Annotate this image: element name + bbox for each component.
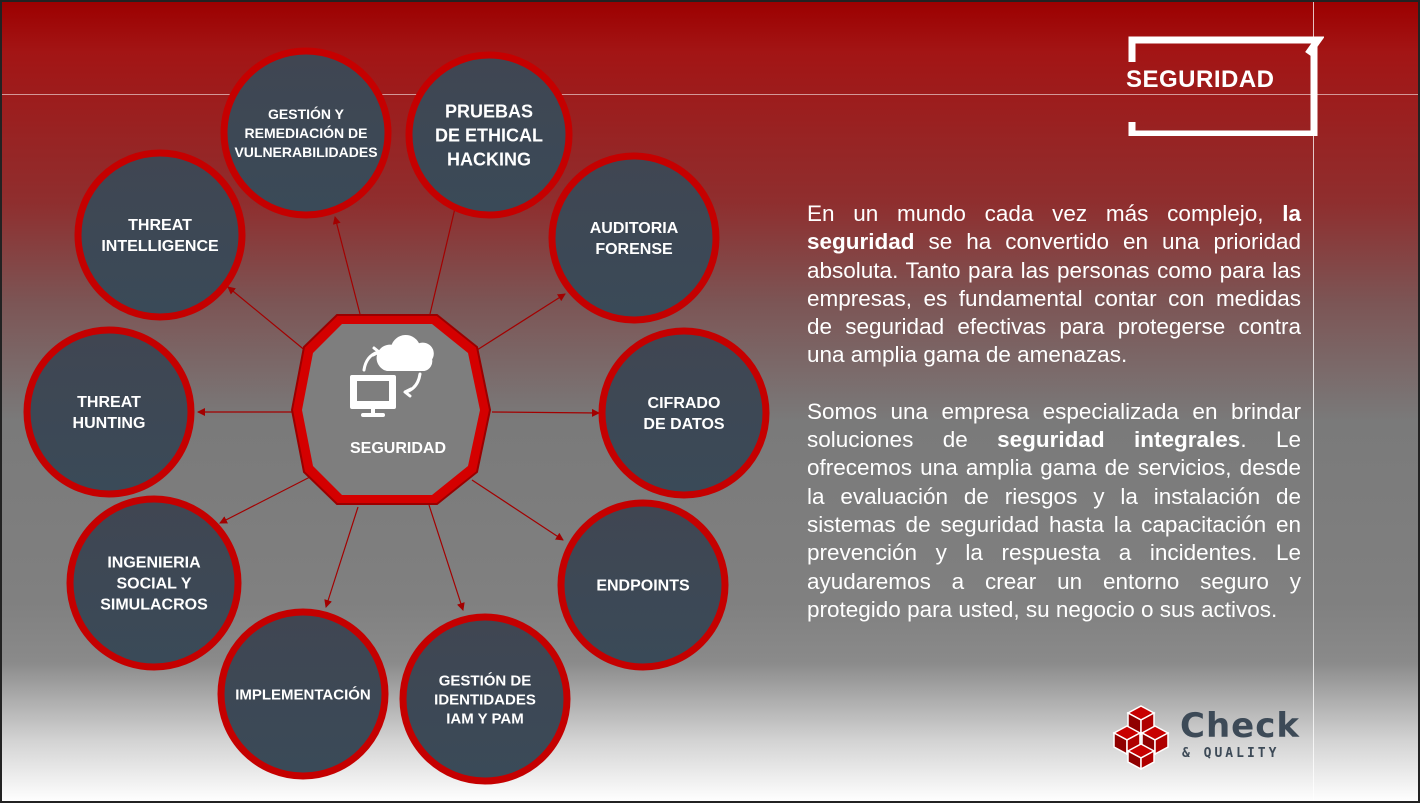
node-auditoria-forense bbox=[552, 156, 716, 320]
arrow-to-auditoria-forense bbox=[477, 294, 565, 350]
node-label-gestion-identidades-line2: IDENTIDADES bbox=[434, 691, 536, 709]
logo-name: Check bbox=[1180, 706, 1300, 746]
body-text bbox=[807, 200, 1301, 652]
paragraph-intro-highlight: la seguridad bbox=[807, 201, 1301, 255]
page-title: SEGURIDAD bbox=[1126, 66, 1275, 93]
paragraph-intro-part1: En un mundo cada vez más complejo, bbox=[807, 201, 1283, 226]
arrow-to-gestion-vulnerabilidades bbox=[335, 217, 360, 314]
node-implementacion bbox=[221, 612, 385, 776]
paragraph-company bbox=[807, 398, 1301, 624]
node-label-gestion-vulnerabilidades-line3: VULNERABILIDADES bbox=[234, 143, 378, 160]
node-label-ethical-hacking-line2: DE ETHICAL bbox=[435, 125, 543, 146]
node-label-gestion-identidades-line1: GESTIÓN DE bbox=[438, 672, 532, 690]
paragraph-intro-part2: se ha convertido en una prioridad absoluta. Tanto para las personas como para las empresas, es fundamental contar con medidas de seguridad efectivas para protegerse contra una amplia gama de amenazas. bbox=[807, 229, 1301, 368]
node-label-cifrado-datos-line2: DE DATOS bbox=[643, 416, 725, 434]
arrow-to-cifrado-datos bbox=[492, 412, 599, 413]
node-threat-hunting bbox=[27, 330, 191, 494]
node-ingenieria-social bbox=[70, 499, 238, 667]
node-label-auditoria-forense-line2: FORENSE bbox=[595, 241, 673, 259]
node-endpoints bbox=[561, 503, 725, 667]
node-label-ingenieria-social-line2: SOCIAL Y bbox=[116, 575, 192, 593]
node-label-implementacion-line1: IMPLEMENTACIÓN bbox=[235, 686, 371, 704]
arrow-to-threat-intelligence bbox=[228, 287, 307, 352]
center-label: SEGURIDAD bbox=[349, 440, 447, 457]
node-label-threat-intelligence-line2: INTELLIGENCE bbox=[101, 238, 219, 256]
node-ethical-hacking bbox=[409, 55, 569, 215]
node-gestion-vulnerabilidades bbox=[224, 51, 388, 215]
node-label-ingenieria-social-line1: INGENIERIA bbox=[107, 554, 201, 572]
node-label-endpoints-line1: ENDPOINTS bbox=[596, 577, 690, 595]
arrow-to-gestion-identidades bbox=[429, 505, 463, 610]
paragraph-company-highlight: seguridad integrales bbox=[997, 427, 1241, 453]
arrow-to-implementacion bbox=[326, 507, 358, 607]
node-circle-cifrado-datos bbox=[602, 331, 766, 495]
node-label-gestion-vulnerabilidades-line1: GESTIÓN Y bbox=[268, 105, 344, 122]
node-label-threat-hunting-line1: THREAT bbox=[77, 394, 141, 412]
node-label-ethical-hacking-line3: HACKING bbox=[447, 149, 531, 170]
node-gestion-identidades bbox=[403, 617, 567, 781]
node-circle-threat-intelligence bbox=[78, 153, 242, 317]
node-label-threat-intelligence-line1: THREAT bbox=[128, 217, 192, 235]
node-label-auditoria-forense-line1: AUDITORIA bbox=[589, 220, 679, 238]
node-label-cifrado-datos-line1: CIFRADO bbox=[647, 395, 721, 413]
node-label-ethical-hacking-line1: PRUEBAS bbox=[444, 101, 534, 122]
node-label-gestion-vulnerabilidades-line2: REMEDIACIÓN DE bbox=[244, 124, 368, 141]
node-circle-auditoria-forense bbox=[552, 156, 716, 320]
node-threat-intelligence bbox=[78, 153, 242, 317]
arrow-to-endpoints bbox=[472, 480, 563, 540]
center-hub bbox=[292, 315, 490, 504]
paragraph-company-part1: Somos una empresa especializada en brindar soluciones de bbox=[807, 398, 1301, 453]
paragraph-intro bbox=[807, 200, 1301, 370]
node-label-ingenieria-social-line3: SIMULACROS bbox=[100, 596, 208, 614]
cube-stack-logo-icon bbox=[1108, 704, 1174, 770]
paragraph-company-part2: . Le ofrecemos una amplia gama de servicios, desde la evaluación de riesgos y la instalación de sistemas de seguridad hasta la capacitación en prevención y la respuesta a incidentes. Le ayudaremos a crear un entorno seguro y protegido para usted, su negocio o sus activos. bbox=[807, 427, 1301, 622]
node-label-gestion-identidades-line3: IAM Y PAM bbox=[446, 710, 524, 728]
arrow-to-ingenieria-social bbox=[220, 477, 310, 523]
logo-subtitle: & QUALITY bbox=[1182, 746, 1280, 761]
security-services-diagram bbox=[2, 2, 802, 803]
node-cifrado-datos bbox=[602, 331, 766, 495]
node-label-threat-hunting-line2: HUNTING bbox=[72, 415, 146, 433]
node-circle-threat-hunting bbox=[27, 330, 191, 494]
company-logo bbox=[1108, 704, 1308, 772]
